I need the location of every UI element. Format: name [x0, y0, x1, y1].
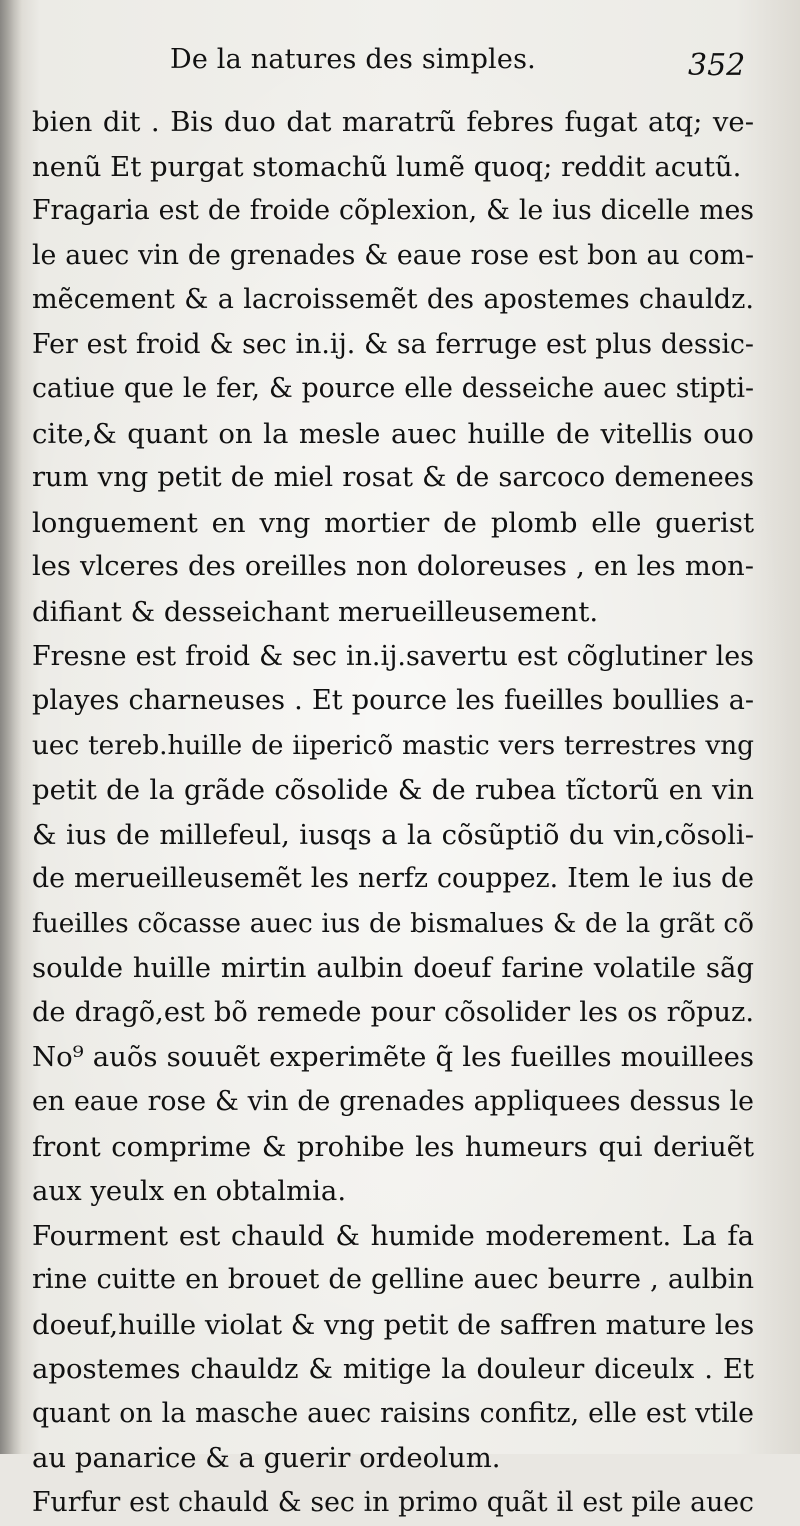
text-line: longuement en vng mortier de plomb elle guerist: [32, 506, 754, 539]
paragraph: [32, 635, 754, 1214]
text-line: difiant & desseichant merueilleusement.: [32, 596, 599, 629]
text-line: uec tereb.huille de iipericõ mastic vers terrestres vng: [32, 730, 754, 761]
text-line: quant on la masche auec raisins confitz, elle est vtile: [32, 1397, 754, 1429]
text-line: doeuf,huille violat & vng petit de saffren mature les: [32, 1308, 755, 1341]
body-text: [32, 100, 754, 1526]
text-line: fueilles cõcasse auec ius de bismalues & de la grãt cõ: [32, 908, 754, 939]
text-line: rine cuitte en brouet de gelline auec beurre , aulbin: [32, 1264, 754, 1296]
running-title: De la natures des simples.: [170, 44, 536, 75]
text-line: bien dit . Bis duo dat maratrũ febres fugat atq; ve-: [32, 106, 754, 138]
text-line: Fresne est froid & sec in.ij.savertu est cõglutiner les: [32, 640, 754, 672]
text-line: au panarice & a guerir ordeolum.: [32, 1442, 501, 1475]
text-line: rum vng petit de miel rosat & de sarcoco demenees: [32, 462, 754, 494]
paragraph: [32, 189, 754, 323]
text-line: Fragaria est de froide cõplexion, & le ius dicelle mes: [32, 195, 754, 227]
text-line: Fer est froid & sec in.ij. & sa ferruge est plus dessic-: [32, 328, 754, 360]
paragraph: [32, 323, 754, 635]
text-line: front comprime & prohibe les humeurs qui deriuẽt: [32, 1130, 754, 1163]
text-line: catiue que le fer, & pource elle desseiche auec stipti-: [32, 373, 754, 405]
text-line: apostemes chauldz & mitige la douleur diceulx . Et: [32, 1353, 754, 1386]
binding-shadow: [0, 0, 22, 1454]
paragraph: [32, 1214, 754, 1481]
paragraph: [32, 100, 754, 189]
paragraph: [32, 1481, 754, 1526]
text-line: soulde huille mirtin aulbin doeuf farine volatile sãg: [32, 952, 754, 985]
text-line: cite,& quant on la mesle auec huille de vitellis ouo: [32, 417, 754, 450]
text-line: Fourment est chauld & humide moderement. La fa: [32, 1219, 754, 1252]
text-line: le auec vin de grenades & eaue rose est bon au com-: [32, 239, 754, 271]
text-line: en eaue rose & vin de grenades appliquees dessus le: [32, 1086, 754, 1118]
text-line: aux yeulx en obtalmia.: [32, 1175, 347, 1208]
text-line: Furfur est chauld & sec in primo quãt il est pile auec: [32, 1486, 754, 1518]
text-line: les vlceres des oreilles non doloreuses , en les mon-: [32, 551, 754, 583]
text-line: de merueilleusemẽt les nerfz couppez. Item le ius de: [32, 863, 754, 895]
text-line: nenũ Et purgat stomachũ lumẽ quoq; reddit acutũ.: [32, 150, 742, 183]
page-number: 352: [688, 48, 746, 83]
text-line: & ius de millefeul, iusqs a la cõsũptiõ du vin,cõsoli-: [32, 818, 754, 851]
text-line: No⁹ auõs souuẽt experimẽte q̃ les fueilles mouillees: [32, 1041, 754, 1074]
text-line: playes charneuses . Et pource les fueilles boullies a-: [32, 685, 754, 717]
text-line: mẽcement & a lacroissemẽt des apostemes chauldz.: [32, 284, 754, 316]
text-line: petit de la grãde cõsolide & de rubea tĩctorũ en vin: [32, 774, 754, 807]
text-line: de dragõ,est bõ remede pour cõsolider les os rõpuz.: [32, 996, 754, 1028]
